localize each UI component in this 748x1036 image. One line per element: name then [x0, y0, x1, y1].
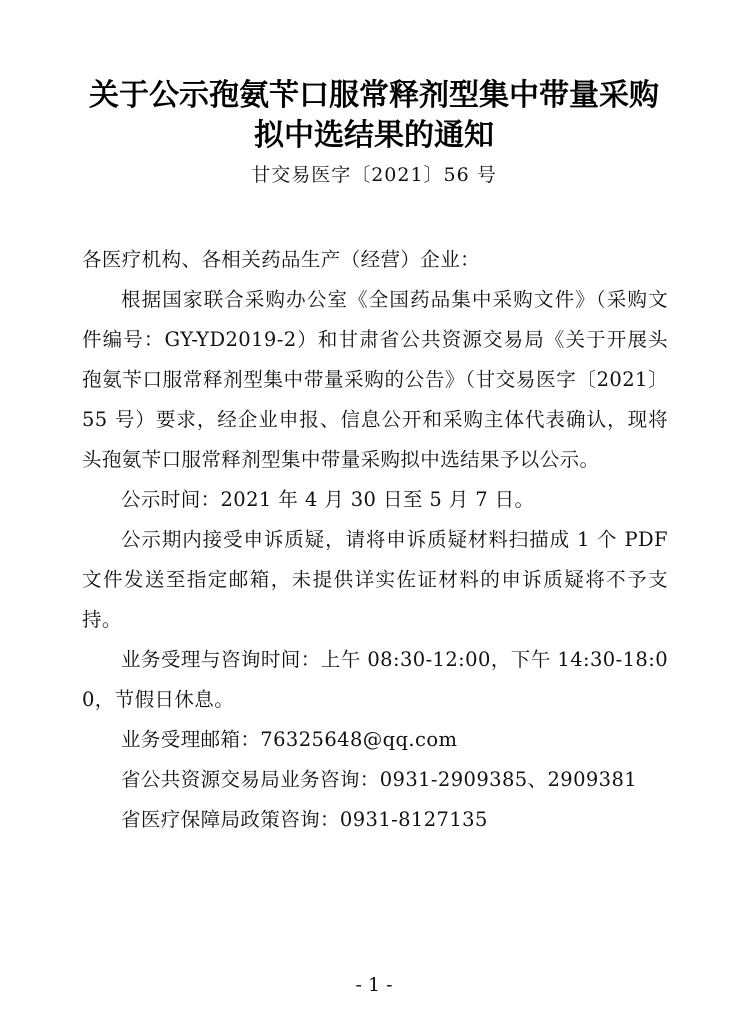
document-number: 甘交易医字〔2021〕56 号 — [251, 164, 497, 186]
paragraph-email: 业务受理邮箱：76325648@qq.com — [121, 728, 458, 751]
document-title-line-2: 拟中选结果的通知 — [254, 118, 494, 153]
page-number: - 1 - — [355, 974, 393, 996]
paragraph-office-hours: 业务受理与咨询时间：上午 08:30-12:00，下午 14:30-18:00，节假日休息。 — [82, 648, 668, 711]
paragraph-complaints: 公示期内接受申诉质疑，请将申诉质疑材料扫描成 1 个 PDF 文件发送至指定邮箱，未提供详实佐证材料的申诉质疑将不予支持。 — [82, 528, 668, 631]
document-body — [82, 240, 668, 840]
document-title-line-1: 关于公示孢氨苄口服常释剂型集中带量采购 — [89, 78, 659, 113]
paragraph-publicity-time: 公示时间：2021 年 4 月 30 日至 5 月 7 日。 — [121, 488, 535, 511]
paragraph-healthcare-bureau-contact: 省医疗保障局政策咨询：0931-8127135 — [121, 808, 488, 831]
paragraph-trading-bureau-contact: 省公共资源交易局业务咨询：0931-2909385、2909381 — [121, 768, 638, 791]
paragraph-basis: 根据国家联合采购办公室《全国药品集中采购文件》（采购文件编号：GY-YD2019-2）和甘肃省公共资源交易局《关于开展头孢氨苄口服常释剂型集中带量采购的公告》（甘交易医字〔2021〕55 号）要求，经企业申报、信息公开和采购主体代表确认，现将头孢氨苄口服常释剂型集中带量采购拟中选结果予以公示。 — [82, 288, 668, 471]
salutation: 各医疗机构、各相关药品生产（经营）企业： — [82, 248, 481, 271]
